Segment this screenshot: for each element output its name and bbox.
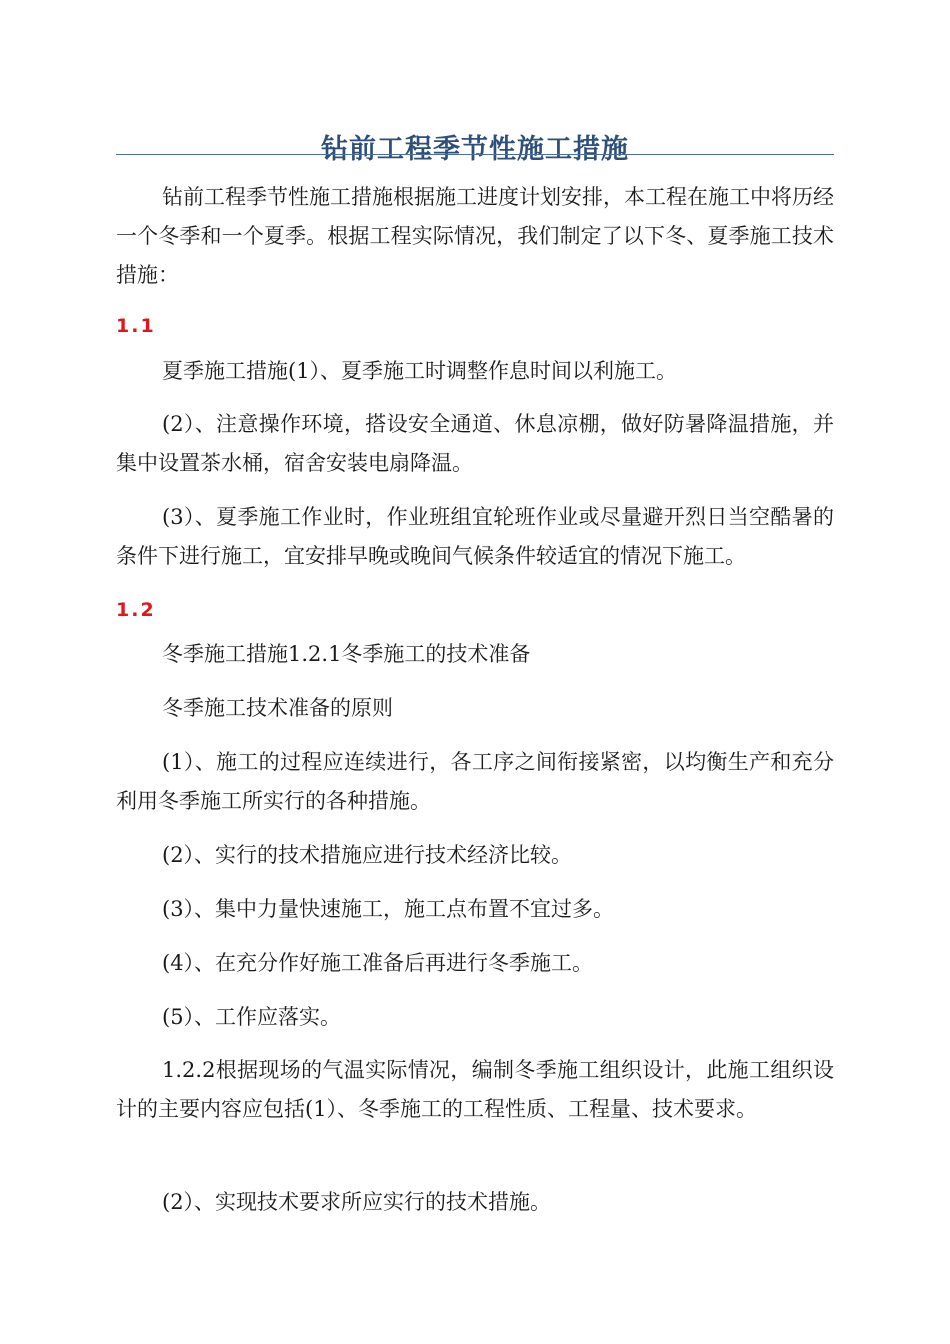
paragraph-1-2-item-2: (2）、实行的技术措施应进行技术经济比较。: [162, 843, 573, 867]
section-heading-1-1: 1.1: [116, 315, 156, 337]
document-title: 钻前工程季节性施工措施: [321, 134, 629, 166]
intro-paragraph: 钻前工程季节性施工措施根据施工进度计划安排，本工程在施工中将历经一个冬季和一个夏季。根据工程实际情况，我们制定了以下冬、夏季施工技术措施：: [116, 185, 834, 287]
paragraph-1-2-2-org-design: 1.2.2根据现场的气温实际情况，编制冬季施工组织设计，此施工组织设计的主要内容应包括(1）、冬季施工的工程性质、工程量、技术要求。: [116, 1058, 834, 1121]
paragraph-1-1-summer-measures: 夏季施工措施(1）、夏季施工时调整作息时间以利施工。: [162, 359, 678, 383]
section-heading-1-2: 1.2: [116, 599, 156, 621]
paragraph-1-2-principles: 冬季施工技术准备的原则: [162, 696, 393, 720]
paragraph-1-2-item-5: (5）、工作应落实。: [162, 1005, 342, 1029]
paragraph-1-2-2-item-2: (2）、实现技术要求所应实行的技术措施。: [162, 1190, 552, 1214]
paragraph-1-1-item-2: (2）、注意操作环境，搭设安全通道、休息凉棚，做好防暑降温措施，并集中设置茶水桶，宿舍安装电扇降温。: [116, 412, 834, 475]
paragraph-1-2-winter-measures: 冬季施工措施1.2.1冬季施工的技术准备: [162, 642, 531, 666]
title-underline: [116, 154, 834, 155]
paragraph-1-2-item-3: (3）、集中力量快速施工，施工点布置不宜过多。: [162, 897, 615, 921]
paragraph-1-2-item-4: (4）、在充分作好施工准备后再进行冬季施工。: [162, 951, 594, 975]
paragraph-1-1-item-3: (3）、夏季施工作业时，作业班组宜轮班作业或尽量避开烈日当空酷暑的条件下进行施工，宜安排早晚或晚间气候条件较适宜的情况下施工。: [116, 505, 834, 568]
paragraph-1-2-item-1: (1）、施工的过程应连续进行，各工序之间衔接紧密，以均衡生产和充分利用冬季施工所实行的各种措施。: [116, 750, 834, 813]
